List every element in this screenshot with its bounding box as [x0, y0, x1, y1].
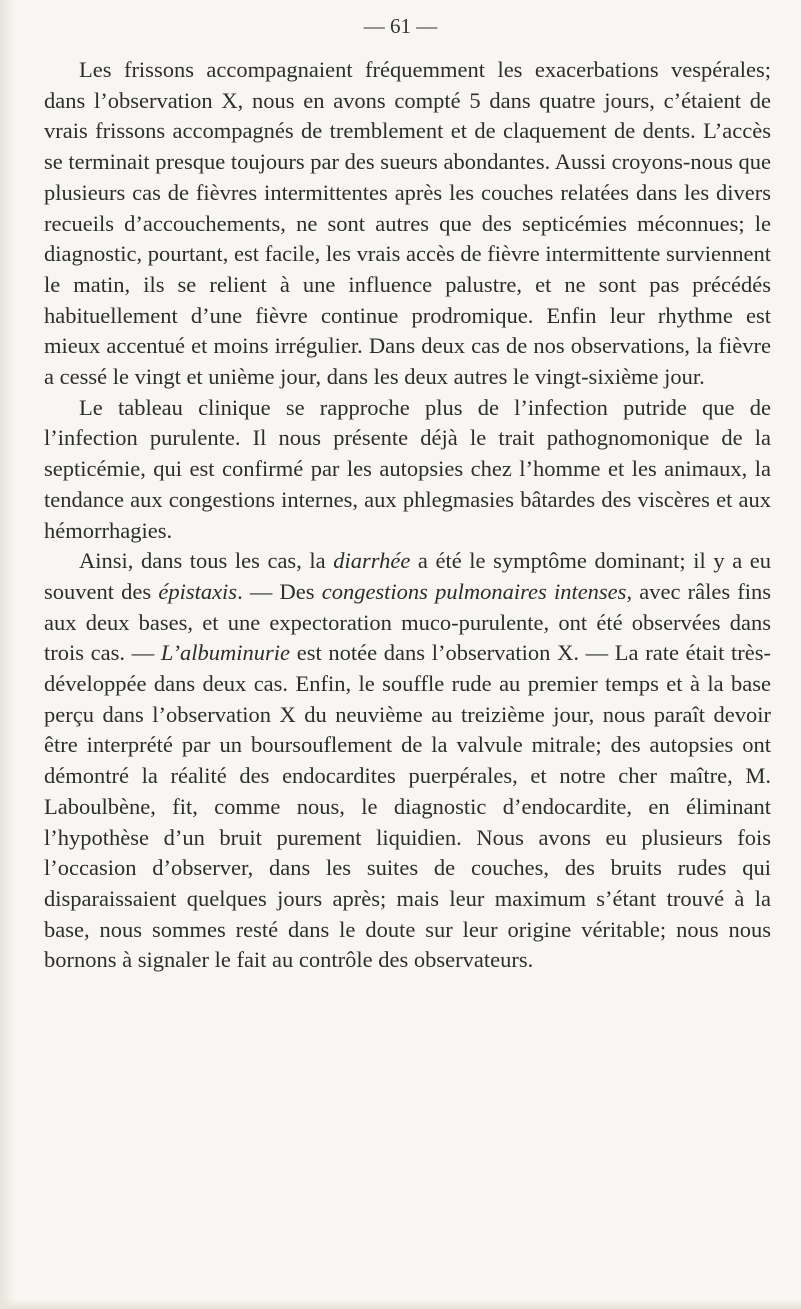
italic-term: diarrhée: [333, 548, 411, 574]
paragraph: [44, 546, 771, 976]
page-binding-shadow: [0, 0, 16, 1309]
page-bottom-shadow: [0, 1299, 801, 1309]
text-segment: , avec râles fins aux deux bases, et une expectoration muco-purulente, ont été observées dans trois cas. —: [44, 578, 771, 666]
body-text: [44, 55, 771, 976]
text-segment: est notée dans l’observation X. — La rate était très-développée dans deux cas. Enfin, le souffle rude au premier temps et à la base perçu dans l’observation X du neuvième au treizième jour, nous paraît devoir être interprété par un boursouflement de la valvule mitrale; des autopsies ont démontré la réalité des endocardites puerpérales, et notre cher maître, M. Laboulbène, fit, comme nous, le diagnostic d’endocardite, en éliminant l’hypothèse d’un bruit purement liquidien. Nous avons eu plusieurs fois l’occasion d’observer, dans les suites de couches, des bruits rudes qui disparaissaient quelques jours après; mais leur maximum s’étant trouvé à la base, nous sommes resté dans le doute sur leur origine véritable; nous nous bornons à signaler le fait au contrôle des observateurs.: [44, 640, 771, 973]
paragraph: [44, 393, 771, 547]
text-segment: . — Des: [237, 578, 322, 604]
italic-term: congestions pulmonaires intenses: [321, 578, 627, 604]
page-number: — 61 —: [363, 14, 438, 38]
italic-term: L’albuminurie: [160, 640, 291, 666]
text-segment: a été le symptôme dominant; il y a eu souvent des: [44, 548, 771, 604]
text-segment: Le tableau clinique se rapproche plus de l’infection putride que de l’infection purulente. Il nous présente déjà le trait pathognomonique de la septicémie, qui est confirmé par les autopsies chez l’homme et les animaux, la tendance aux congestions internes, aux phlegmasies bâtardes des viscères et aux hémorrhagies.: [44, 394, 771, 543]
text-segment: Les frissons accompagnaient fréquemment les exacerbations vespérales; dans l’observation X, nous en avons compté 5 dans quatre jours, c’étaient de vrais frissons accompagnés de tremblement et de claquement de dents. L’accès se terminait presque toujours par des sueurs abondantes. Aussi croyons-nous que plusieurs cas de fièvres intermittentes après les couches relatées dans les divers recueils d’accouchements, ne sont autres que des septicémies méconnues; le diagnostic, pourtant, est facile, les vrais accès de fièvre intermittente surviennent le matin, ils se relient à une influence palustre, et ne sont pas précédés habituellement d’une fièvre continue prodromique. Enfin leur rhythme est mieux accentué et moins irrégulier. Dans deux cas de nos observations, la fièvre a cessé le vingt et unième jour, dans les deux autres le vingt-sixième jour.: [44, 57, 771, 390]
paragraph: [44, 55, 771, 393]
text-segment: Ainsi, dans tous les cas, la: [79, 548, 334, 574]
italic-term: épistaxis: [158, 578, 238, 604]
